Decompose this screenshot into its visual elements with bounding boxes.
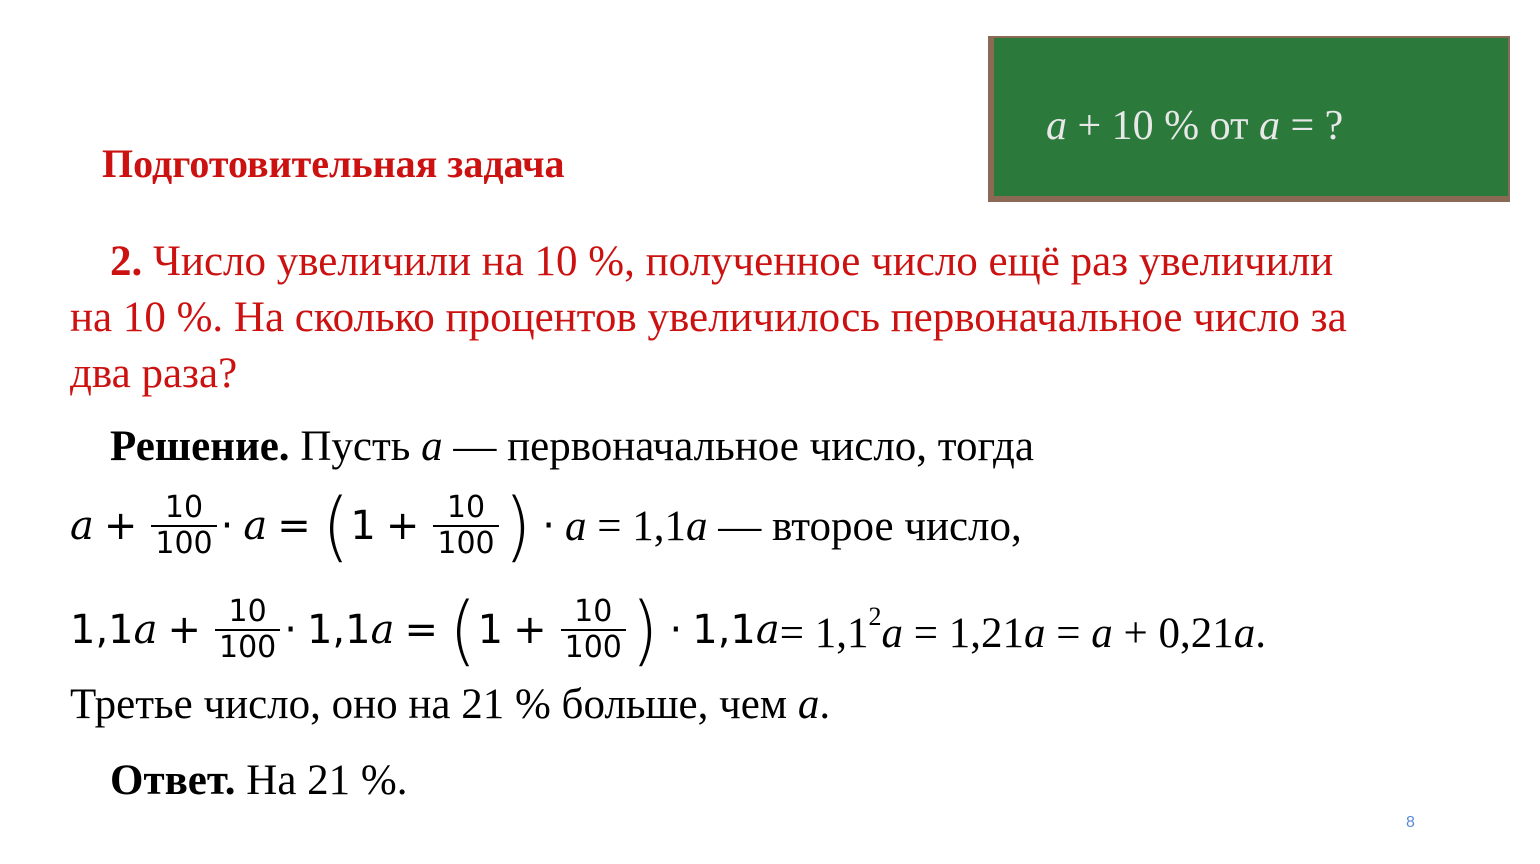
math-var: a <box>881 610 903 657</box>
math-num: 1,1 <box>70 607 134 653</box>
tail-text: — второе число, <box>707 502 1022 550</box>
third-number-statement <box>70 680 830 729</box>
tail-text: . <box>1255 610 1267 657</box>
problem-number: 2. <box>110 238 143 285</box>
math-op: · <box>284 607 297 653</box>
page-number: 8 <box>1406 814 1415 831</box>
board-var-a: a <box>1046 103 1067 149</box>
right-paren: ) <box>631 585 659 674</box>
board-var-a: a <box>1258 103 1280 149</box>
math-var: a <box>755 607 780 653</box>
math-op: + <box>167 607 201 653</box>
answer-label: Ответ. <box>110 757 236 804</box>
equation-line-2 <box>70 582 1266 678</box>
fraction-numerator: 10 <box>446 490 486 525</box>
fraction-numerator: 10 <box>164 490 204 525</box>
math-op: = <box>277 503 311 549</box>
math-num: 1 <box>477 607 504 653</box>
math-var: a <box>133 607 158 653</box>
math-num: 1 <box>350 503 376 549</box>
board-formula-end: = ? <box>1279 103 1344 149</box>
math-var: a <box>1024 610 1046 657</box>
tail-text: = 1,1 <box>586 502 687 550</box>
math-op: + <box>385 503 420 549</box>
equation-tail <box>780 602 1266 658</box>
third-text: Третье число, оно на 21 % больше, чем <box>70 681 798 728</box>
math-op: = <box>404 607 438 653</box>
answer-text: На 21 %. <box>235 757 408 804</box>
left-paren: ( <box>322 481 349 570</box>
left-paren: ( <box>449 585 477 674</box>
fraction <box>433 491 498 561</box>
board-formula <box>1046 102 1343 150</box>
fraction <box>151 491 216 561</box>
fraction <box>215 595 280 665</box>
right-paren: ) <box>504 481 531 570</box>
fraction-denominator: 100 <box>215 629 280 665</box>
third-text: . <box>819 681 831 728</box>
math-var: a <box>1091 610 1113 657</box>
answer <box>110 756 407 805</box>
fraction <box>561 595 626 665</box>
math-op: · <box>669 607 683 653</box>
math-op: + <box>513 607 547 653</box>
equation-tail <box>565 502 1022 551</box>
problem-text: Число увеличили на 10 %, полученное число ещё раз увеличили на 10 %. На сколько процентов увеличилось первоначальное число за два раза? <box>70 238 1347 397</box>
board-formula-mid: + 10 % от <box>1067 103 1259 149</box>
math-num: 1,1 <box>692 607 756 653</box>
solution-intro-post: — первоначальное число, тогда <box>442 423 1034 470</box>
chalkboard <box>988 36 1510 202</box>
math-var: a <box>565 502 587 550</box>
fraction-numerator: 10 <box>228 594 267 629</box>
math-var: a <box>370 607 395 653</box>
slide-heading: Подготовительная задача <box>102 141 565 186</box>
fraction-numerator: 10 <box>574 594 613 629</box>
tail-text: = 1,1 <box>779 610 869 657</box>
problem-statement <box>70 234 1370 402</box>
equation-line-1 <box>70 478 1022 574</box>
solution-intro-pre: Пусть <box>289 423 422 470</box>
math-var: a <box>797 681 820 728</box>
math-op: · <box>220 503 234 549</box>
tail-text: = 1,21 <box>903 610 1025 657</box>
math-var: a <box>70 503 94 549</box>
math-var: a <box>1233 610 1256 657</box>
solution-intro <box>110 422 1034 471</box>
solution-var: a <box>421 423 443 470</box>
tail-text: = <box>1045 610 1092 657</box>
solution-label: Решение. <box>110 423 290 470</box>
fraction-denominator: 100 <box>151 525 216 561</box>
exponent: 2 <box>868 602 882 631</box>
math-num: 1,1 <box>306 607 371 653</box>
math-var: a <box>243 503 268 549</box>
math-var: a <box>686 502 708 550</box>
fraction-denominator: 100 <box>561 629 626 665</box>
math-op: + <box>103 503 138 549</box>
fraction-denominator: 100 <box>433 525 498 561</box>
math-op: · <box>542 503 555 549</box>
tail-text: + 0,21 <box>1112 610 1234 657</box>
